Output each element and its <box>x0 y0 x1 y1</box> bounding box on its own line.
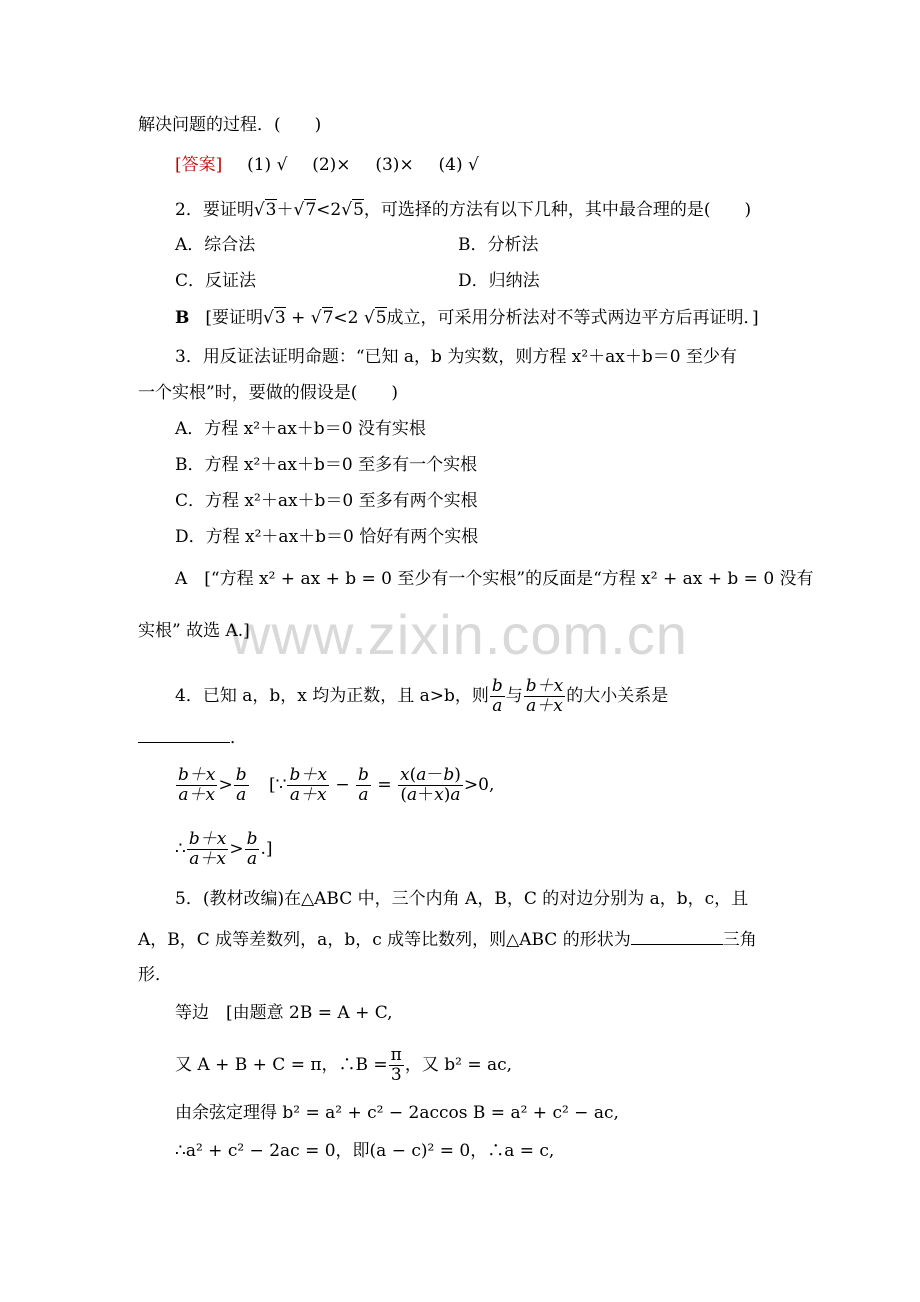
answer-4-line-1: $\frac{b+x}{a+x}$ > $\frac{b}{a}$ [∵ $\frac{b+x}{a+x}$ − $\frac{b}{a}$ = $\frac{x(a-b)}{(a+x)a}$ >0, <box>178 765 495 805</box>
fraction: $\frac{b}{a}$ <box>358 765 369 805</box>
question-5-line-3: 形． <box>138 965 172 985</box>
solution-line-1: 等边 [由题意 2B = A + C, <box>175 1003 393 1023</box>
option-d: D．归纳法 <box>458 271 540 291</box>
answer-text: [要证明 <box>205 308 264 328</box>
answer-item: (1) √ <box>247 155 288 175</box>
question-number: 2． <box>175 200 203 220</box>
option-d: D．方程 x²＋ax＋b＝0 恰好有两个实根 <box>175 527 479 547</box>
fraction: $\frac{x(a-b)}{(a+x)a}$ <box>399 765 461 805</box>
fraction-b-over-a: $\frac{b}{a}$ <box>491 676 503 716</box>
solution-line-3: 由余弦定理得 b² = a² + c² − 2accos B = a² + c² − ac, <box>175 1103 619 1123</box>
fraction: $\frac{b+x}{a+x}$ <box>178 765 216 805</box>
answer-blank-line <box>138 726 247 749</box>
question-text: A，B，C 成等差数列，a，b，c 成等比数列，则△ABC 的形状为 <box>138 930 631 950</box>
question-text: 要证明 <box>202 200 254 220</box>
fraction-bx-over-ax: $\frac{b+x}{a+x}$ <box>525 676 564 716</box>
answer-blank[interactable] <box>631 928 723 945</box>
question-3-line-1: 3．用反证法证明命题：“已知 a，b 为实数，则方程 x²＋ax＋b＝0 至少有 <box>175 347 737 367</box>
question-text: ． <box>230 728 247 748</box>
option-c: C．方程 x²＋ax＋b＝0 至多有两个实根 <box>175 491 478 511</box>
option-b: B．分析法 <box>458 235 539 255</box>
fraction: $\frac{b+x}{a+x}$ <box>188 829 227 869</box>
option-c: C．反证法 <box>175 271 257 291</box>
question-2 <box>175 199 751 221</box>
question-text: 的大小关系是 <box>566 686 669 706</box>
fraction: $\frac{b+x}{a+x}$ <box>289 765 327 805</box>
question-5-line-1: 5．(教材改编)在△ABC 中，三个内角 A，B，C 的对边分别为 a，b，c，且 <box>175 889 749 909</box>
option-b: B．方程 x²＋ax＋b＝0 至多有一个实根 <box>175 455 478 475</box>
watermark: www.zixin.com.cn <box>230 603 688 666</box>
fraction: $\frac{b}{a}$ <box>235 765 247 805</box>
question-3-line-2: 一个实根”时，要做的假设是( ) <box>138 383 398 403</box>
answer-3-line-2: 实根” 故选 A.] <box>138 621 250 641</box>
answer-4-line-2: ∴ $\frac{b+x}{a+x}$ > $\frac{b}{a}$ .] <box>175 829 273 869</box>
fraction-pi-over-3: $\frac{\pi}{3}$ <box>390 1045 402 1085</box>
solution-text: ，又 b² = ac, <box>404 1055 513 1075</box>
fraction: $\frac{b}{a}$ <box>246 829 258 869</box>
answer-2 <box>175 307 759 329</box>
question-4 <box>175 668 668 724</box>
question-text: 4．已知 a，b，x 均为正数，且 a>b，则 <box>175 686 489 706</box>
solution-text: 又 A + B + C = π，∴B = <box>175 1055 388 1075</box>
answer-item: (2)× <box>312 155 351 175</box>
math-expression: √3＋√7<2√5 <box>253 200 364 220</box>
answer-line-1 <box>175 154 479 176</box>
answer-letter: B <box>175 308 190 328</box>
answer-text: 成立，可采用分析法对不等式两边平方后再证明．] <box>386 308 759 328</box>
solution-line-4: ∴a² + c² − 2ac = 0，即(a − c)² = 0，∴a = c, <box>175 1141 555 1161</box>
option-a: A．方程 x²＋ax＋b＝0 没有实根 <box>175 419 426 439</box>
answer-item: (3)× <box>375 155 414 175</box>
question-text: ，可选择的方法有以下几种，其中最合理的是( ) <box>363 200 752 220</box>
math-expression: √3 + √7<2 √5 <box>263 308 387 328</box>
question-text: 与 <box>505 686 523 706</box>
answer-item: (4) √ <box>438 155 479 175</box>
answer-label: [答案] <box>175 155 223 175</box>
question-text: 三角 <box>722 930 757 950</box>
answer-3-line-1: A [“方程 x² + ax + b = 0 至少有一个实根”的反面是“方程 x² + ax + b = 0 没有 <box>175 569 814 589</box>
question-5-line-2 <box>138 928 757 951</box>
option-a: A．综合法 <box>175 235 256 255</box>
question-tail-line: 解决问题的过程．( ) <box>138 115 322 135</box>
answer-blank[interactable] <box>138 726 230 743</box>
solution-line-2 <box>175 1040 512 1090</box>
